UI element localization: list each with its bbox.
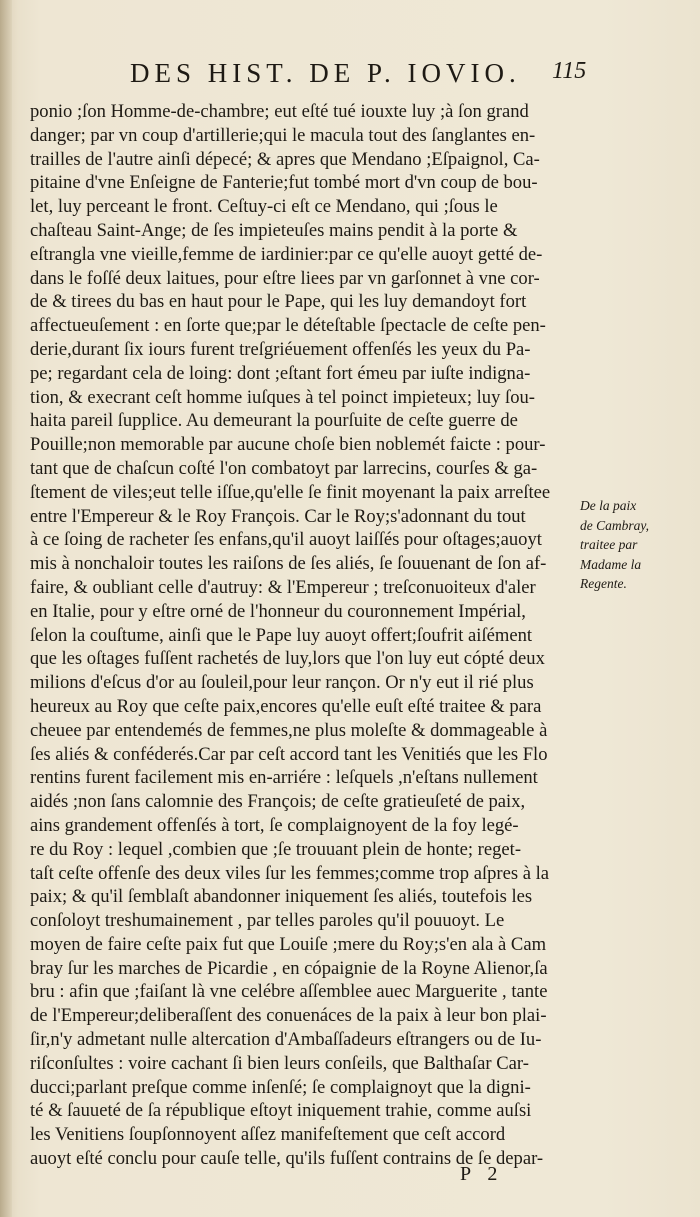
margin-note-line: De la paix — [580, 498, 637, 513]
margin-note-line: Regente. — [580, 576, 627, 591]
text-line: haita pareil ſupplice. Au demeurant la pourſuite de ceſte guerre de — [30, 410, 518, 432]
running-header: DES HIST. DE P. IOVIO. — [130, 58, 521, 88]
margin-note-line: de Cambray, — [580, 517, 649, 533]
text-line: ponio ;ſon Homme-de-chambre; eut eſté tué iouxte luy ;à ſon grand — [30, 101, 529, 122]
text-line: mis à nonchaloir toutes les raiſons de ſes aliés, ſe ſouuenant de ſon af- — [30, 553, 547, 575]
signature-mark: P 2 — [460, 1163, 504, 1185]
text-line: paix; & qu'il ſemblaſt abandonner iniquement ſes aliés, toutefois les — [30, 886, 533, 908]
text-line: conſoloyt treshumainement , par telles paroles qu'il pouuoyt. Le — [30, 910, 505, 932]
text-line: bru : afin que ;faiſant là vne celébre aſſemblee auec Marguerite , tante — [30, 981, 548, 1003]
text-line: re du Roy : lequel ,combien que ;ſe trouuant plein de honte; reget- — [30, 838, 522, 860]
text-line: entre l'Empereur & le Roy François. Car le Roy;s'adonnant du tout — [30, 505, 526, 527]
text-line: de & tirees du bas en haut pour le Pape, qui les luy demandoyt fort — [30, 291, 527, 313]
text-line: ſes aliés & conféderés.Car par ceſt accord tant les Venitiés que les Flo — [30, 743, 548, 765]
text-line: ains grandement offenſés à tort, ſe complaignoyent de la foy legé- — [30, 814, 519, 836]
text-line: tant que de chaſcun coſté l'on combatoyt par larrecins, courſes & ga- — [30, 457, 538, 479]
text-line: let, luy perceant le front. Ceſtuy-ci eſt ce Mendano, qui ;ſous le — [30, 196, 498, 218]
text-line: heureux au Roy que ceſte paix,encores qu'elle euſt eſté traitee & para — [30, 695, 542, 717]
text-line: tion, & execrant ceſt homme iuſques à tel poinct impieteux; luy ſou- — [30, 386, 536, 408]
text-line: danger; par vn coup d'artillerie;qui le macula tout des ſanglantes en- — [30, 124, 536, 146]
text-line: té & ſauueté de ſa république eſtoyt iniquement trahie, comme auſsi — [30, 1100, 532, 1122]
text-line: taſt ceſte offenſe des deux viles ſur les femmes;comme trop aſpres à la — [30, 862, 550, 884]
margin-note-line: traitee par — [580, 537, 638, 552]
binding-gutter — [0, 0, 12, 1217]
text-line: ſir,n'y admetant nulle altercation d'Ambaſſadeurs eſtrangers ou de Iu- — [30, 1029, 542, 1051]
margin-note-line: Madame la — [580, 556, 642, 572]
text-line: bray ſur les marches de Picardie , en cópaignie de la Royne Alienor,ſa — [30, 957, 548, 979]
margin-note — [580, 496, 680, 594]
text-line: riſconſultes : voire cachant ſi bien leurs conſeils, que Balthaſar Car- — [30, 1052, 529, 1074]
text-line: cheuee par entendemés de femmes,ne plus moleſte & dommageable à — [30, 719, 548, 741]
text-line: ſelon la couſtume, ainſi que le Pape luy auoyt offert;ſoufrit aiſément — [30, 624, 533, 646]
text-line: les Venitiens ſoupſonnoyent aſſez manifeſtement que ceſt accord — [30, 1124, 506, 1146]
body-text — [30, 100, 576, 1171]
text-line: trailles de l'autre ainſi dépecé; & apres que Mendano ;Eſpaignol, Ca- — [30, 148, 540, 170]
text-line: pitaine d'vne Enſeigne de Fanterie;fut tombé mort d'vn coup de bou- — [30, 172, 538, 194]
text-line: milions d'eſcus d'or au ſouleil,pour leur rançon. Or n'y eut il rié plus — [30, 672, 534, 694]
text-line: chaſteau Saint-Ange; de ſes impieteuſes mains pendit à la porte & — [30, 219, 518, 241]
text-line: de l'Empereur;deliberaſſent des conuenáces de la paix à leur bon plai- — [30, 1005, 547, 1027]
text-line: moyen de faire ceſte paix fut que Louiſe ;mere du Roy;s'en ala à Cam — [30, 933, 547, 955]
text-line: pe; regardant cela de loing: dont ;eſtant fort émeu par iuſte indigna- — [30, 362, 531, 384]
text-line: derie,durant ſix iours furent treſgriéuement offenſés les yeux du Pa- — [30, 338, 531, 360]
text-line: aidés ;non ſans calomnie des François; de ceſte gratieuſeté de paix, — [30, 791, 526, 813]
text-line: que les oſtages fuſſent rachetés de luy,lors que l'on luy eut cópté deux — [30, 648, 545, 670]
text-line: rentins furent facilement mis en-arriére : leſquels ,n'eſtans nullement — [30, 767, 538, 789]
text-line: à ce ſoing de racheter ſes enfans,qu'il auoyt laiſſés pour oſtages;auoyt — [30, 529, 542, 551]
text-line: faire, & oubliant celle d'autruy: & l'Empereur ; treſconuoiteux d'aler — [30, 576, 536, 598]
page-number: 115 — [552, 58, 587, 84]
text-line: dans le foſſé deux laitues, pour eſtre liees par vn garſonnet à vne cor- — [30, 267, 540, 289]
text-line: affectueuſement : en ſorte que;par le déteſtable ſpectacle de ceſte pen- — [30, 315, 546, 337]
text-line: ducci;parlant preſque comme inſenſé; ſe complaignoyt que la digni- — [30, 1076, 531, 1098]
text-line: ſtement de viles;eut telle iſſue,qu'elle ſe finit moyenant la paix arreſtee — [30, 481, 551, 503]
text-line: en Italie, pour y eſtre orné de l'honneur du couronnement Impérial, — [30, 600, 526, 622]
text-line: Pouille;non memorable par aucune choſe bien noblemét faicte : pour- — [30, 434, 546, 456]
text-line: eſtrangla vne vieille,femme de iardinier:par ce qu'elle auoyt getté de- — [30, 243, 543, 265]
text-line: auoyt eſté conclu pour cauſe telle, qu'ils fuſſent contrains de ſe depar- — [30, 1148, 544, 1170]
